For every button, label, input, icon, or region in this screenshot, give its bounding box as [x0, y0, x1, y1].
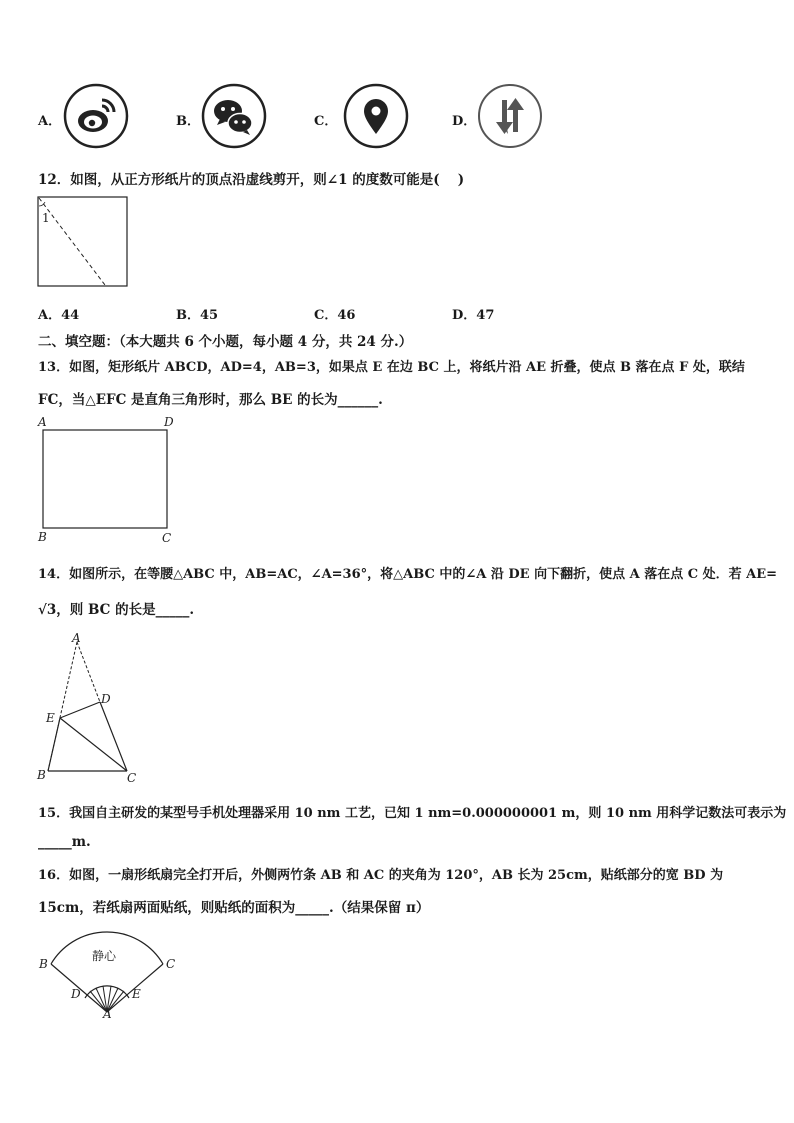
location-pin-icon [342, 82, 410, 150]
question-15-line1: 15．我国自主研发的某型号手机处理器采用 10 nm 工艺，已知 1 nm=0.000000001 m，则 10 nm 用科学记数法可表示为 [38, 806, 787, 821]
option-b-label: B． [176, 114, 200, 129]
question-14-line2 [38, 598, 194, 618]
label-A: A [72, 632, 81, 645]
angle-1-label: 1 [42, 211, 50, 225]
up-down-arrows-icon [476, 82, 544, 150]
q12-square-figure [37, 196, 129, 292]
section-2-heading: 二、填空题：（本大题共 6 个小题，每小题 4 分，共 24 分.） [38, 334, 413, 350]
option-d-label: D． [452, 114, 477, 129]
q12-option-d: D．47 [452, 308, 495, 323]
label-B: B [38, 530, 47, 544]
question-13-line2: FC，当△EFC 是直角三角形时，那么 BE 的长为______. [38, 392, 383, 408]
q13-rectangle-figure [36, 414, 186, 548]
label-D: D [164, 415, 174, 429]
sqrt3: √3 [38, 602, 57, 618]
question-13-line1: 13．如图，矩形纸片 ABCD，AD=4，AB=3，如果点 E 在边 BC 上，将纸片沿 AE 折叠，使点 B 落在点 F 处，联结 [38, 360, 745, 375]
label-E: E [132, 987, 141, 1001]
question-12-text: 12．如图，从正方形纸片的顶点沿虚线剪开，则∠1 的度数可能是( ) [38, 172, 465, 188]
label-C: C [166, 957, 176, 971]
option-c-label: C． [314, 114, 338, 129]
label-B: B [37, 768, 46, 782]
q12-option-c: C．46 [314, 308, 356, 323]
q12-option-b: B．45 [176, 308, 219, 323]
label-A: A [38, 415, 47, 429]
label-D: D [101, 692, 111, 706]
label-A: A [103, 1007, 112, 1018]
question-14-line2-rest: ，则 BC 的长是_____. [56, 602, 195, 618]
question-16-line1: 16．如图，一扇形纸扇完全打开后，外侧两竹条 AB 和 AC 的夹角为 120°，AB 长为 25cm，贴纸部分的宽 BD 为 [38, 868, 724, 883]
label-E: E [46, 711, 55, 725]
fan-text: 静心 [92, 949, 117, 963]
label-D: D [71, 987, 81, 1001]
question-14-line1: 14．如图所示，在等腰△ABC 中，AB=AC，∠A=36°，将△ABC 中的∠A 沿 DE 向下翻折，使点 A 落在点 C 处．若 AE= [38, 567, 778, 582]
label-B: B [39, 957, 48, 971]
question-15-line2: _____m. [38, 834, 91, 850]
label-C: C [162, 531, 172, 544]
label-C: C [127, 771, 137, 784]
wechat-icon [200, 82, 268, 150]
q14-triangle-figure [34, 632, 144, 788]
question-16-line2: 15cm，若纸扇两面贴纸，则贴纸的面积为_____.（结果保留 π） [38, 900, 430, 916]
q16-fan-figure [36, 924, 178, 1022]
weibo-icon [62, 82, 130, 150]
option-a-label: A． [38, 114, 62, 129]
q12-option-a: A．44 [38, 308, 80, 323]
